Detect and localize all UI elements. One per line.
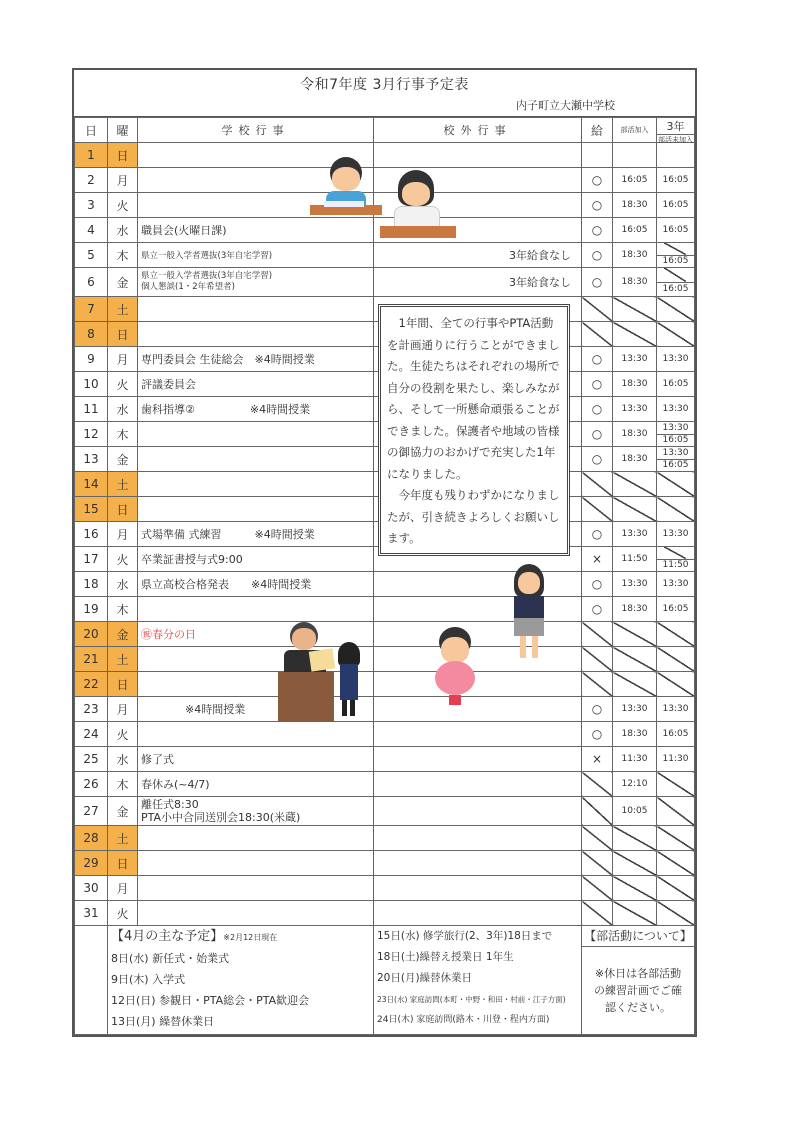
- weekday-cell: 木: [108, 243, 138, 268]
- day-cell: 28: [75, 826, 108, 851]
- lunch-cell: ○: [582, 597, 613, 622]
- school-event-line: 県立一般入学者選抜(3年自宅学習): [141, 271, 273, 281]
- school-event-cell: [138, 268, 374, 297]
- club-member-time-cell: 16:05: [613, 168, 657, 193]
- lunch-cell: ○: [582, 193, 613, 218]
- april-title: 【4月の主な予定】: [111, 929, 224, 944]
- table-row: [75, 722, 695, 747]
- weekday-cell: 金: [108, 797, 138, 826]
- club-nonmember-time-cell: [657, 901, 695, 926]
- outside-event-cell: [374, 722, 582, 747]
- boy-with-bouquet-illustration: [425, 625, 485, 710]
- club-nonmember-time-cell: 16:05: [657, 597, 695, 622]
- time-top: [657, 243, 694, 255]
- club-nonmember-time-cell: [657, 497, 695, 522]
- weekday-cell: 火: [108, 547, 138, 572]
- outside-event-cell: 3年給食なし: [374, 243, 582, 268]
- club-member-time-cell: [613, 851, 657, 876]
- title-block: [74, 70, 695, 117]
- message-box: [378, 304, 570, 556]
- club-member-time-cell: [613, 622, 657, 647]
- table-row: [75, 622, 695, 647]
- club-nonmember-time-cell: [657, 447, 695, 472]
- weekday-cell: 月: [108, 168, 138, 193]
- day-cell: 18: [75, 572, 108, 597]
- lunch-cell: [582, 647, 613, 672]
- april-item: 12日(日) 参観日・PTA総会・PTA歓迎会: [111, 994, 310, 1007]
- day-cell: 16: [75, 522, 108, 547]
- day-cell: 15: [75, 497, 108, 522]
- club-nonmember-time-cell: [657, 797, 695, 826]
- club-nonmember-time-cell: 13:30: [657, 522, 695, 547]
- lunch-cell: [582, 322, 613, 347]
- lunch-cell: [582, 826, 613, 851]
- club-title: 【部活動について】: [582, 926, 694, 947]
- table-row: [75, 826, 695, 851]
- club-nonmember-time-cell: [657, 268, 695, 297]
- col-grade3: [657, 118, 695, 143]
- outside-event-cell: [374, 901, 582, 926]
- club-member-time-cell: 18:30: [613, 268, 657, 297]
- april-item: 8日(水) 新任式・始業式: [111, 952, 230, 965]
- weekday-cell: 火: [108, 372, 138, 397]
- day-cell: 17: [75, 547, 108, 572]
- school-event-cell: [138, 797, 374, 826]
- weekday-cell: 土: [108, 472, 138, 497]
- school-event-cell: 歯科指導② ※4時間授業: [138, 397, 374, 422]
- lunch-cell: [582, 772, 613, 797]
- lunch-cell: ○: [582, 522, 613, 547]
- lunch-cell: [582, 876, 613, 901]
- club-member-time-cell: [613, 672, 657, 697]
- april-item: 15日(水) 修学旅行(2、3年)18日まで: [377, 930, 553, 942]
- school-event-cell: [138, 297, 374, 322]
- club-nonmember-time-cell: 16:05: [657, 372, 695, 397]
- lunch-cell: ○: [582, 218, 613, 243]
- weekday-cell: 月: [108, 522, 138, 547]
- message-paragraph-2: 今年度も残りわずかになりましたが、引き続きよろしくお願いします。: [387, 488, 560, 545]
- weekday-cell: 日: [108, 672, 138, 697]
- april-item: 18日(土)繰替え授業日 1年生: [377, 951, 514, 963]
- weekday-cell: 土: [108, 297, 138, 322]
- outside-event-cell: [374, 851, 582, 876]
- club-nonmember-time-cell: [657, 297, 695, 322]
- club-nonmember-time-cell: [657, 547, 695, 572]
- weekday-cell: 日: [108, 851, 138, 876]
- club-member-time-cell: 10:05: [613, 797, 657, 826]
- april-item: 24日(木) 家庭訪問(路木・川登・程内方面): [377, 1015, 550, 1025]
- day-cell: 29: [75, 851, 108, 876]
- weekday-cell: 木: [108, 422, 138, 447]
- day-cell: 14: [75, 472, 108, 497]
- club-nonmember-label: 部活未加入: [658, 136, 693, 144]
- school-name: 内子町立大瀬中学校: [516, 99, 615, 112]
- lunch-cell: ○: [582, 372, 613, 397]
- club-member-time-cell: 11:50: [613, 547, 657, 572]
- grade3-label: 3年: [666, 120, 685, 133]
- club-nonmember-time-cell: [657, 876, 695, 901]
- school-event-cell: [138, 826, 374, 851]
- club-member-time-cell: 18:30: [613, 597, 657, 622]
- outside-event-cell: [374, 572, 582, 597]
- time-top: [657, 268, 694, 282]
- day-cell: 7: [75, 297, 108, 322]
- school-event-cell: 県立高校合格発表 ※4時間授業: [138, 572, 374, 597]
- club-nonmember-time-cell: [657, 772, 695, 797]
- club-nonmember-time-cell: [657, 143, 695, 168]
- day-cell: 25: [75, 747, 108, 772]
- lunch-cell: ○: [582, 397, 613, 422]
- club-member-time-cell: 18:30: [613, 447, 657, 472]
- club-nonmember-time-cell: [657, 422, 695, 447]
- col-club-member: 部活加入: [613, 118, 657, 143]
- outside-event-cell: [374, 597, 582, 622]
- table-row: [75, 851, 695, 876]
- weekday-cell: 月: [108, 347, 138, 372]
- student-boy-studying-illustration: [308, 155, 383, 230]
- school-event-cell: [138, 851, 374, 876]
- school-event-cell: 修了式: [138, 747, 374, 772]
- school-event-cell: [138, 472, 374, 497]
- club-member-time-cell: 18:30: [613, 243, 657, 268]
- lunch-cell: ×: [582, 547, 613, 572]
- club-member-time-cell: 13:30: [613, 572, 657, 597]
- april-item: 23日(水) 家庭訪問(本町・中野・和田・村前・江子方面): [377, 995, 566, 1004]
- lunch-cell: ○: [582, 447, 613, 472]
- school-event-cell: ※4時間授業: [138, 697, 374, 722]
- april-schedule-right: [374, 926, 582, 1035]
- club-member-time-cell: [613, 472, 657, 497]
- lunch-cell: ○: [582, 347, 613, 372]
- table-row: [75, 747, 695, 772]
- outside-event-cell: [374, 876, 582, 901]
- footer-spacer: [75, 926, 108, 1035]
- page-title: 令和7年度 3月行事予定表: [300, 77, 469, 93]
- club-member-time-cell: [613, 647, 657, 672]
- april-schedule-left: [108, 926, 374, 1035]
- school-event-cell: [138, 901, 374, 926]
- club-member-time-cell: 11:30: [613, 747, 657, 772]
- lunch-cell: [582, 143, 613, 168]
- day-cell: 9: [75, 347, 108, 372]
- day-cell: 26: [75, 772, 108, 797]
- lunch-cell: ○: [582, 722, 613, 747]
- club-body: ※休日は各部活動の練習計画でご確認ください。: [594, 967, 682, 1014]
- april-note: ※2月12日現在: [223, 933, 278, 942]
- club-member-time-cell: [613, 297, 657, 322]
- day-cell: 13: [75, 447, 108, 472]
- school-event-line: PTA小中合同送別会18:30(米蔵): [141, 811, 301, 824]
- club-nonmember-time-cell: 16:05: [657, 722, 695, 747]
- table-row: [75, 143, 695, 168]
- school-event-cell: [138, 722, 374, 747]
- school-event-cell: [138, 876, 374, 901]
- student-girl-studying-illustration: [378, 168, 458, 248]
- april-item: 20日(月)繰替休業日: [377, 972, 473, 984]
- time-top: 13:30: [662, 447, 689, 458]
- day-cell: 11: [75, 397, 108, 422]
- school-event-cell: [138, 422, 374, 447]
- day-cell: 19: [75, 597, 108, 622]
- club-info-box: [582, 926, 695, 1035]
- school-event-cell: ㊗春分の日: [138, 622, 374, 647]
- school-event-cell: [138, 322, 374, 347]
- weekday-cell: 日: [108, 143, 138, 168]
- table-row: [75, 901, 695, 926]
- time-bottom: 16:05: [657, 255, 694, 268]
- table-row: [75, 772, 695, 797]
- day-cell: 21: [75, 647, 108, 672]
- weekday-cell: 土: [108, 647, 138, 672]
- col-day: 日: [75, 118, 108, 143]
- school-event-cell: [138, 497, 374, 522]
- school-event-cell: 評議委員会: [138, 372, 374, 397]
- club-nonmember-time-cell: [657, 622, 695, 647]
- school-event-cell: 県立一般入学者選抜(3年自宅学習): [138, 243, 374, 268]
- club-nonmember-time-cell: 16:05: [657, 168, 695, 193]
- message-paragraph-1: 1年間、全ての行事やPTA活動を計画通りに行うことができました。生徒たちはそれぞれの場所で自分の役割を果たし、楽しみながら、そして一所懸命頑張ることができました。保護者や地域の皆様の御協力のおかげで充実した1年になりました。: [387, 316, 560, 481]
- schedule-table: [74, 117, 695, 1035]
- day-cell: 5: [75, 243, 108, 268]
- outside-event-cell: [374, 143, 582, 168]
- weekday-cell: 木: [108, 772, 138, 797]
- lunch-cell: [582, 672, 613, 697]
- weekday-cell: 月: [108, 697, 138, 722]
- table-row: [75, 876, 695, 901]
- club-member-time-cell: 13:30: [613, 697, 657, 722]
- club-nonmember-time-cell: 13:30: [657, 397, 695, 422]
- club-nonmember-time-cell: 13:30: [657, 347, 695, 372]
- club-member-time-cell: [613, 497, 657, 522]
- weekday-cell: 水: [108, 747, 138, 772]
- lunch-cell: [582, 622, 613, 647]
- school-event-cell: 専門委員会 生徒総会 ※4時間授業: [138, 347, 374, 372]
- club-nonmember-time-cell: [657, 672, 695, 697]
- time-top: [657, 547, 694, 559]
- club-nonmember-time-cell: 16:05: [657, 218, 695, 243]
- club-member-time-cell: 16:05: [613, 218, 657, 243]
- lunch-cell: ○: [582, 572, 613, 597]
- weekday-cell: 水: [108, 572, 138, 597]
- table-row: [75, 597, 695, 622]
- club-nonmember-time-cell: 13:30: [657, 697, 695, 722]
- club-member-time-cell: 12:10: [613, 772, 657, 797]
- day-cell: 23: [75, 697, 108, 722]
- lunch-cell: [582, 472, 613, 497]
- day-cell: 22: [75, 672, 108, 697]
- club-nonmember-time-cell: 16:05: [657, 193, 695, 218]
- club-member-time-cell: [613, 143, 657, 168]
- col-outside-events: 校外行事: [374, 118, 582, 143]
- lunch-cell: ×: [582, 747, 613, 772]
- school-event-cell: 職員会(火曜日課): [138, 218, 374, 243]
- day-cell: 31: [75, 901, 108, 926]
- club-member-time-cell: 18:30: [613, 372, 657, 397]
- club-nonmember-time-cell: 11:30: [657, 747, 695, 772]
- day-cell: 8: [75, 322, 108, 347]
- table-row: [75, 647, 695, 672]
- outside-event-cell: 3年給食なし: [374, 268, 582, 297]
- lunch-cell: ○: [582, 268, 613, 297]
- lunch-cell: [582, 797, 613, 826]
- lunch-cell: ○: [582, 243, 613, 268]
- club-nonmember-time-cell: [657, 472, 695, 497]
- day-cell: 24: [75, 722, 108, 747]
- club-nonmember-time-cell: [657, 243, 695, 268]
- table-row: [75, 697, 695, 722]
- table-row: [75, 672, 695, 697]
- lunch-cell: [582, 901, 613, 926]
- col-school-events: 学校行事: [138, 118, 374, 143]
- club-nonmember-time-cell: [657, 322, 695, 347]
- lunch-cell: ○: [582, 168, 613, 193]
- day-cell: 27: [75, 797, 108, 826]
- day-cell: 4: [75, 218, 108, 243]
- school-event-cell: 春休み(~4/7): [138, 772, 374, 797]
- club-member-time-cell: 18:30: [613, 193, 657, 218]
- school-event-line: 離任式8:30: [141, 798, 199, 811]
- weekday-cell: 水: [108, 218, 138, 243]
- day-cell: 10: [75, 372, 108, 397]
- club-member-time-cell: [613, 322, 657, 347]
- time-bottom: 16:05: [657, 459, 694, 472]
- outside-event-cell: [374, 747, 582, 772]
- graduate-girl-illustration: [508, 562, 550, 667]
- outside-event-cell: [374, 797, 582, 826]
- lunch-cell: [582, 297, 613, 322]
- club-member-time-cell: [613, 876, 657, 901]
- club-member-time-cell: 13:30: [613, 397, 657, 422]
- outside-event-cell: [374, 826, 582, 851]
- weekday-cell: 日: [108, 322, 138, 347]
- club-member-time-cell: 18:30: [613, 422, 657, 447]
- time-bottom: 16:05: [657, 434, 694, 447]
- weekday-cell: 金: [108, 622, 138, 647]
- day-cell: 20: [75, 622, 108, 647]
- club-member-time-cell: 18:30: [613, 722, 657, 747]
- weekday-cell: 金: [108, 268, 138, 297]
- table-row: [75, 797, 695, 826]
- school-event-cell: 式場準備 式練習 ※4時間授業: [138, 522, 374, 547]
- day-cell: 6: [75, 268, 108, 297]
- weekday-cell: 土: [108, 826, 138, 851]
- day-cell: 3: [75, 193, 108, 218]
- school-event-line: 個人懇談(1・2年希望者): [141, 282, 235, 292]
- school-event-cell: [138, 597, 374, 622]
- day-cell: 12: [75, 422, 108, 447]
- col-weekday: 曜: [108, 118, 138, 143]
- day-cell: 1: [75, 143, 108, 168]
- club-member-time-cell: [613, 826, 657, 851]
- weekday-cell: 火: [108, 901, 138, 926]
- col-lunch: 給: [582, 118, 613, 143]
- lunch-cell: ○: [582, 422, 613, 447]
- april-item: 9日(木) 入学式: [111, 973, 186, 986]
- club-nonmember-time-cell: [657, 826, 695, 851]
- table-row: [75, 268, 695, 297]
- lunch-cell: [582, 851, 613, 876]
- outside-event-cell: [374, 772, 582, 797]
- club-member-time-cell: 13:30: [613, 347, 657, 372]
- weekday-cell: 火: [108, 722, 138, 747]
- weekday-cell: 月: [108, 876, 138, 901]
- weekday-cell: 木: [108, 597, 138, 622]
- graduation-ceremony-illustration: [278, 620, 368, 725]
- weekday-cell: 日: [108, 497, 138, 522]
- weekday-cell: 火: [108, 193, 138, 218]
- table-row: [75, 572, 695, 597]
- club-nonmember-time-cell: [657, 647, 695, 672]
- club-member-time-cell: 13:30: [613, 522, 657, 547]
- weekday-cell: 金: [108, 447, 138, 472]
- club-nonmember-time-cell: [657, 851, 695, 876]
- lunch-cell: ○: [582, 697, 613, 722]
- club-member-time-cell: [613, 901, 657, 926]
- time-bottom: 16:05: [657, 282, 694, 297]
- time-top: 13:30: [662, 422, 689, 433]
- april-item: 13日(月) 繰替休業日: [111, 1015, 215, 1028]
- school-event-cell: [138, 447, 374, 472]
- school-event-cell: 卒業証書授与式9:00: [138, 547, 374, 572]
- weekday-cell: 水: [108, 397, 138, 422]
- time-bottom: 11:50: [657, 559, 694, 572]
- day-cell: 2: [75, 168, 108, 193]
- day-cell: 30: [75, 876, 108, 901]
- club-nonmember-time-cell: 13:30: [657, 572, 695, 597]
- lunch-cell: [582, 497, 613, 522]
